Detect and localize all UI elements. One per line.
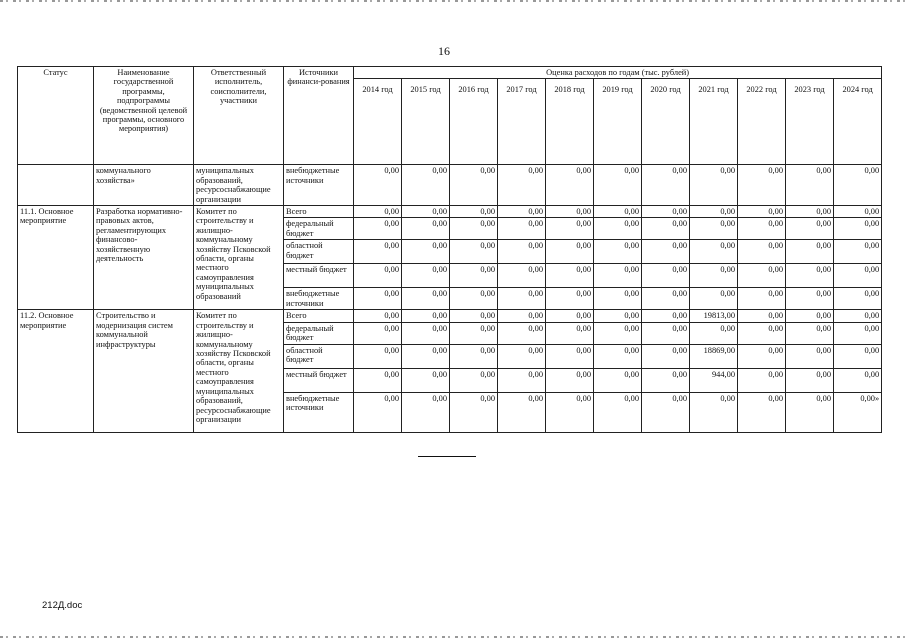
amount-cell: 0,00 [738, 368, 786, 392]
funding-source: внебюджетные источники [284, 392, 354, 432]
amount-cell: 0,00 [354, 206, 402, 218]
amount-cell: 0,00 [642, 218, 690, 240]
continuation-source: внебюджетные источники [284, 165, 354, 206]
table-row [18, 206, 882, 218]
funding-source: Всего [284, 310, 354, 322]
block-name: Строительство и модернизация систем коммунальной инфраструктуры [94, 310, 194, 432]
amount-cell: 0,00 [738, 165, 786, 206]
amount-cell: 0,00 [642, 392, 690, 432]
header-row-top [18, 67, 882, 79]
amount-cell: 0,00 [690, 264, 738, 288]
header-cost-estimate: Оценка расходов по годам (тыс. рублей) [354, 67, 882, 79]
header-year: 2019 год [594, 79, 642, 165]
page-number: 16 [438, 44, 450, 58]
amount-cell: 0,00 [642, 322, 690, 344]
amount-cell: 0,00 [786, 310, 834, 322]
amount-cell: 0,00 [738, 288, 786, 310]
header-status: Статус [18, 67, 94, 165]
amount-cell: 0,00 [546, 392, 594, 432]
amount-cell: 0,00 [738, 240, 786, 264]
amount-cell: 0,00 [546, 264, 594, 288]
amount-cell: 0,00 [642, 310, 690, 322]
amount-cell: 0,00 [498, 264, 546, 288]
amount-cell: 0,00 [594, 288, 642, 310]
continuation-status [18, 165, 94, 206]
amount-cell: 0,00 [450, 264, 498, 288]
header-year: 2022 год [738, 79, 786, 165]
header-responsible: Ответственный исполнитель, соисполнители, участники [194, 67, 284, 165]
amount-cell: 0,00 [738, 344, 786, 368]
header-year: 2020 год [642, 79, 690, 165]
amount-cell: 0,00 [690, 165, 738, 206]
amount-cell: 0,00 [354, 344, 402, 368]
amount-cell: 0,00 [786, 165, 834, 206]
amount-cell: 0,00 [834, 206, 882, 218]
header-year: 2016 год [450, 79, 498, 165]
amount-cell: 0,00 [498, 206, 546, 218]
amount-cell: 0,00 [498, 240, 546, 264]
amount-cell: 0,00 [546, 344, 594, 368]
amount-cell: 0,00 [546, 165, 594, 206]
amount-cell: 0,00 [786, 344, 834, 368]
separator-line [418, 456, 476, 457]
amount-cell: 0,00 [786, 392, 834, 432]
amount-cell: 0,00 [594, 264, 642, 288]
amount-cell: 0,00 [450, 392, 498, 432]
amount-cell: 0,00 [738, 392, 786, 432]
amount-cell: 0,00 [786, 206, 834, 218]
amount-cell: 0,00 [834, 368, 882, 392]
amount-cell: 0,00 [546, 218, 594, 240]
amount-cell: 0,00 [738, 322, 786, 344]
amount-cell: 0,00 [594, 165, 642, 206]
footer-filename: 212Д.doc [42, 600, 83, 611]
amount-cell: 0,00 [546, 288, 594, 310]
amount-cell: 0,00 [594, 218, 642, 240]
continuation-name: коммунального хозяйства» [94, 165, 194, 206]
amount-cell: 0,00 [786, 264, 834, 288]
amount-cell: 0,00 [402, 368, 450, 392]
amount-cell: 0,00 [450, 288, 498, 310]
amount-cell: 0,00 [450, 218, 498, 240]
amount-cell: 0,00 [354, 240, 402, 264]
amount-cell: 0,00 [642, 165, 690, 206]
amount-cell: 0,00 [354, 322, 402, 344]
amount-cell: 0,00 [738, 264, 786, 288]
scan-edge-bottom [0, 636, 905, 638]
amount-cell: 0,00 [354, 218, 402, 240]
amount-cell: 0,00 [594, 240, 642, 264]
amount-cell: 0,00 [450, 165, 498, 206]
block-responsible: Комитет по строительству и жилищно-коммунальному хозяйству Псковской области, органы местного самоуправления муниципальных образований [194, 206, 284, 310]
funding-source: внебюджетные источники [284, 288, 354, 310]
funding-source: федеральный бюджет [284, 218, 354, 240]
amount-cell: 0,00 [690, 240, 738, 264]
header-year: 2024 год [834, 79, 882, 165]
amount-cell: 0,00 [546, 206, 594, 218]
amount-cell: 0,00 [450, 344, 498, 368]
amount-cell: 0,00 [354, 310, 402, 322]
amount-cell: 0,00 [402, 240, 450, 264]
amount-cell: 0,00 [402, 218, 450, 240]
header-year: 2014 год [354, 79, 402, 165]
scan-edge-top [0, 0, 905, 2]
amount-cell: 0,00 [498, 165, 546, 206]
amount-cell: 0,00 [594, 310, 642, 322]
funding-source: федеральный бюджет [284, 322, 354, 344]
amount-cell: 0,00» [834, 392, 882, 432]
amount-cell: 0,00 [450, 310, 498, 322]
amount-cell: 0,00 [546, 322, 594, 344]
amount-cell: 0,00 [354, 368, 402, 392]
funding-source: местный бюджет [284, 368, 354, 392]
amount-cell: 0,00 [498, 344, 546, 368]
amount-cell: 0,00 [738, 218, 786, 240]
amount-cell: 0,00 [642, 264, 690, 288]
amount-cell: 0,00 [834, 264, 882, 288]
header-year: 2017 год [498, 79, 546, 165]
amount-cell: 0,00 [834, 288, 882, 310]
amount-cell: 0,00 [546, 368, 594, 392]
amount-cell: 0,00 [834, 322, 882, 344]
header-year: 2018 год [546, 79, 594, 165]
amount-cell: 0,00 [690, 218, 738, 240]
amount-cell: 0,00 [402, 264, 450, 288]
funding-source: областной бюджет [284, 240, 354, 264]
funding-source: местный бюджет [284, 264, 354, 288]
amount-cell: 0,00 [834, 240, 882, 264]
amount-cell: 0,00 [546, 240, 594, 264]
amount-cell: 944,00 [690, 368, 738, 392]
amount-cell: 0,00 [594, 206, 642, 218]
block-status: 11.2. Основное мероприятие [18, 310, 94, 432]
amount-cell: 0,00 [498, 322, 546, 344]
block-responsible: Комитет по строительству и жилищно-коммунальному хозяйству Псковской области, органы местного самоуправления муниципальных образований, ресурсоснабжающие организации [194, 310, 284, 432]
amount-cell: 0,00 [786, 368, 834, 392]
amount-cell: 0,00 [786, 288, 834, 310]
amount-cell: 0,00 [834, 165, 882, 206]
amount-cell: 0,00 [498, 310, 546, 322]
amount-cell: 0,00 [402, 322, 450, 344]
amount-cell: 0,00 [738, 206, 786, 218]
amount-cell: 0,00 [738, 310, 786, 322]
amount-cell: 0,00 [450, 368, 498, 392]
block-status: 11.1. Основное мероприятие [18, 206, 94, 310]
amount-cell: 0,00 [594, 322, 642, 344]
amount-cell: 0,00 [690, 392, 738, 432]
amount-cell: 0,00 [834, 218, 882, 240]
header-funding-sources: Источники финанси-рования [284, 67, 354, 165]
amount-cell: 0,00 [402, 392, 450, 432]
amount-cell: 0,00 [690, 288, 738, 310]
amount-cell: 0,00 [354, 392, 402, 432]
amount-cell: 0,00 [642, 206, 690, 218]
amount-cell: 0,00 [354, 264, 402, 288]
amount-cell: 0,00 [594, 368, 642, 392]
amount-cell: 0,00 [786, 240, 834, 264]
continuation-row [18, 165, 882, 206]
expenditure-table [17, 66, 882, 433]
header-program-name: Наименование государственной программы, подпрограммы (ведомственной целевой программы, основного мероприятия) [94, 67, 194, 165]
header-year: 2015 год [402, 79, 450, 165]
amount-cell: 0,00 [642, 240, 690, 264]
funding-source: областной бюджет [284, 344, 354, 368]
amount-cell: 0,00 [834, 310, 882, 322]
amount-cell: 0,00 [402, 310, 450, 322]
amount-cell: 0,00 [450, 206, 498, 218]
header-year: 2021 год [690, 79, 738, 165]
amount-cell: 0,00 [498, 392, 546, 432]
amount-cell: 0,00 [402, 288, 450, 310]
amount-cell: 0,00 [834, 344, 882, 368]
amount-cell: 0,00 [354, 165, 402, 206]
amount-cell: 18869,00 [690, 344, 738, 368]
header-year: 2023 год [786, 79, 834, 165]
continuation-responsible: муниципальных образований, ресурсоснабжающие организации [194, 165, 284, 206]
amount-cell: 0,00 [546, 310, 594, 322]
amount-cell: 0,00 [450, 240, 498, 264]
block-name: Разработка нормативно-правовых актов, регламентирующих финансово-хозяйственную деятельность [94, 206, 194, 310]
amount-cell: 0,00 [594, 344, 642, 368]
amount-cell: 0,00 [498, 218, 546, 240]
amount-cell: 0,00 [450, 322, 498, 344]
amount-cell: 0,00 [498, 288, 546, 310]
amount-cell: 0,00 [642, 344, 690, 368]
amount-cell: 0,00 [498, 368, 546, 392]
amount-cell: 0,00 [642, 288, 690, 310]
amount-cell: 0,00 [402, 344, 450, 368]
amount-cell: 0,00 [786, 218, 834, 240]
amount-cell: 19813,00 [690, 310, 738, 322]
amount-cell: 0,00 [642, 368, 690, 392]
amount-cell: 0,00 [690, 322, 738, 344]
amount-cell: 0,00 [354, 288, 402, 310]
amount-cell: 0,00 [690, 206, 738, 218]
amount-cell: 0,00 [402, 165, 450, 206]
amount-cell: 0,00 [594, 392, 642, 432]
amount-cell: 0,00 [786, 322, 834, 344]
amount-cell: 0,00 [402, 206, 450, 218]
funding-source: Всего [284, 206, 354, 218]
table-row [18, 310, 882, 322]
